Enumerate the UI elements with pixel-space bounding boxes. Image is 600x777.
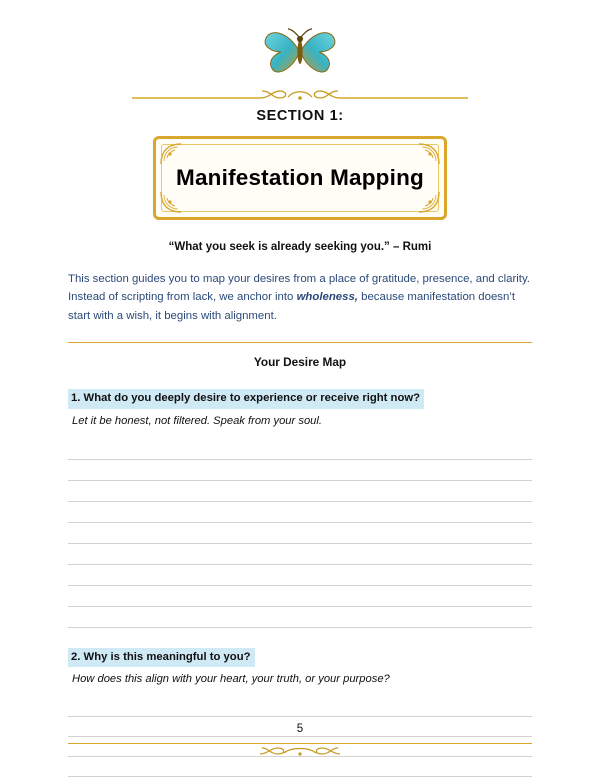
writing-line[interactable] — [68, 607, 532, 628]
section-label: SECTION 1: — [256, 108, 344, 124]
answer-lines-1[interactable] — [68, 439, 532, 628]
writing-line[interactable] — [68, 544, 532, 565]
gold-flourish-footer-icon — [150, 745, 450, 763]
answer-lines-2[interactable] — [68, 697, 532, 777]
writing-line[interactable] — [68, 586, 532, 607]
page-title: Manifestation Mapping — [176, 165, 424, 190]
writing-line[interactable] — [68, 481, 532, 502]
writing-line[interactable] — [68, 502, 532, 523]
writing-line[interactable] — [68, 523, 532, 544]
prompt-hint-1: Let it be honest, not filtered. Speak from your soul. — [72, 414, 322, 427]
quote-text: “What you seek is already seeking you.” – Rumi — [168, 241, 432, 253]
frame-corner-ornament-icon — [416, 189, 442, 215]
intro-paragraph — [68, 270, 532, 325]
gold-flourish-divider-icon — [130, 86, 470, 102]
prompt-question-2: 2. Why is this meaningful to you? — [68, 648, 255, 667]
writing-line[interactable] — [68, 439, 532, 460]
page-number: 5 — [296, 723, 304, 735]
prompt-question-1: 1. What do you deeply desire to experience or receive right now? — [68, 389, 424, 408]
writing-line[interactable] — [68, 697, 532, 717]
gold-divider-rule — [68, 342, 532, 343]
frame-corner-ornament-icon — [158, 141, 184, 167]
butterfly-ornament-container — [68, 0, 532, 76]
intro-emphasis: wholeness, — [296, 291, 358, 304]
prompt-block-1 — [68, 388, 532, 627]
subheading: Your Desire Map — [253, 355, 347, 370]
writing-line[interactable] — [68, 460, 532, 481]
writing-line[interactable] — [68, 565, 532, 586]
intro-part-2: because manifestation doesn’t start with a wish, it begins with alignment. — [68, 291, 516, 322]
footer-gold-rule — [68, 743, 532, 744]
frame-corner-ornament-icon — [416, 141, 442, 167]
title-frame — [153, 136, 447, 220]
intro-part-1: This section guides you to map your desires from a place of gratitude, presence, and clarity. Instead of scripting from lack, we anchor into — [68, 273, 530, 304]
frame-corner-ornament-icon — [158, 189, 184, 215]
butterfly-icon — [263, 26, 337, 76]
prompt-hint-2: How does this align with your heart, your truth, or your purpose? — [72, 672, 390, 685]
